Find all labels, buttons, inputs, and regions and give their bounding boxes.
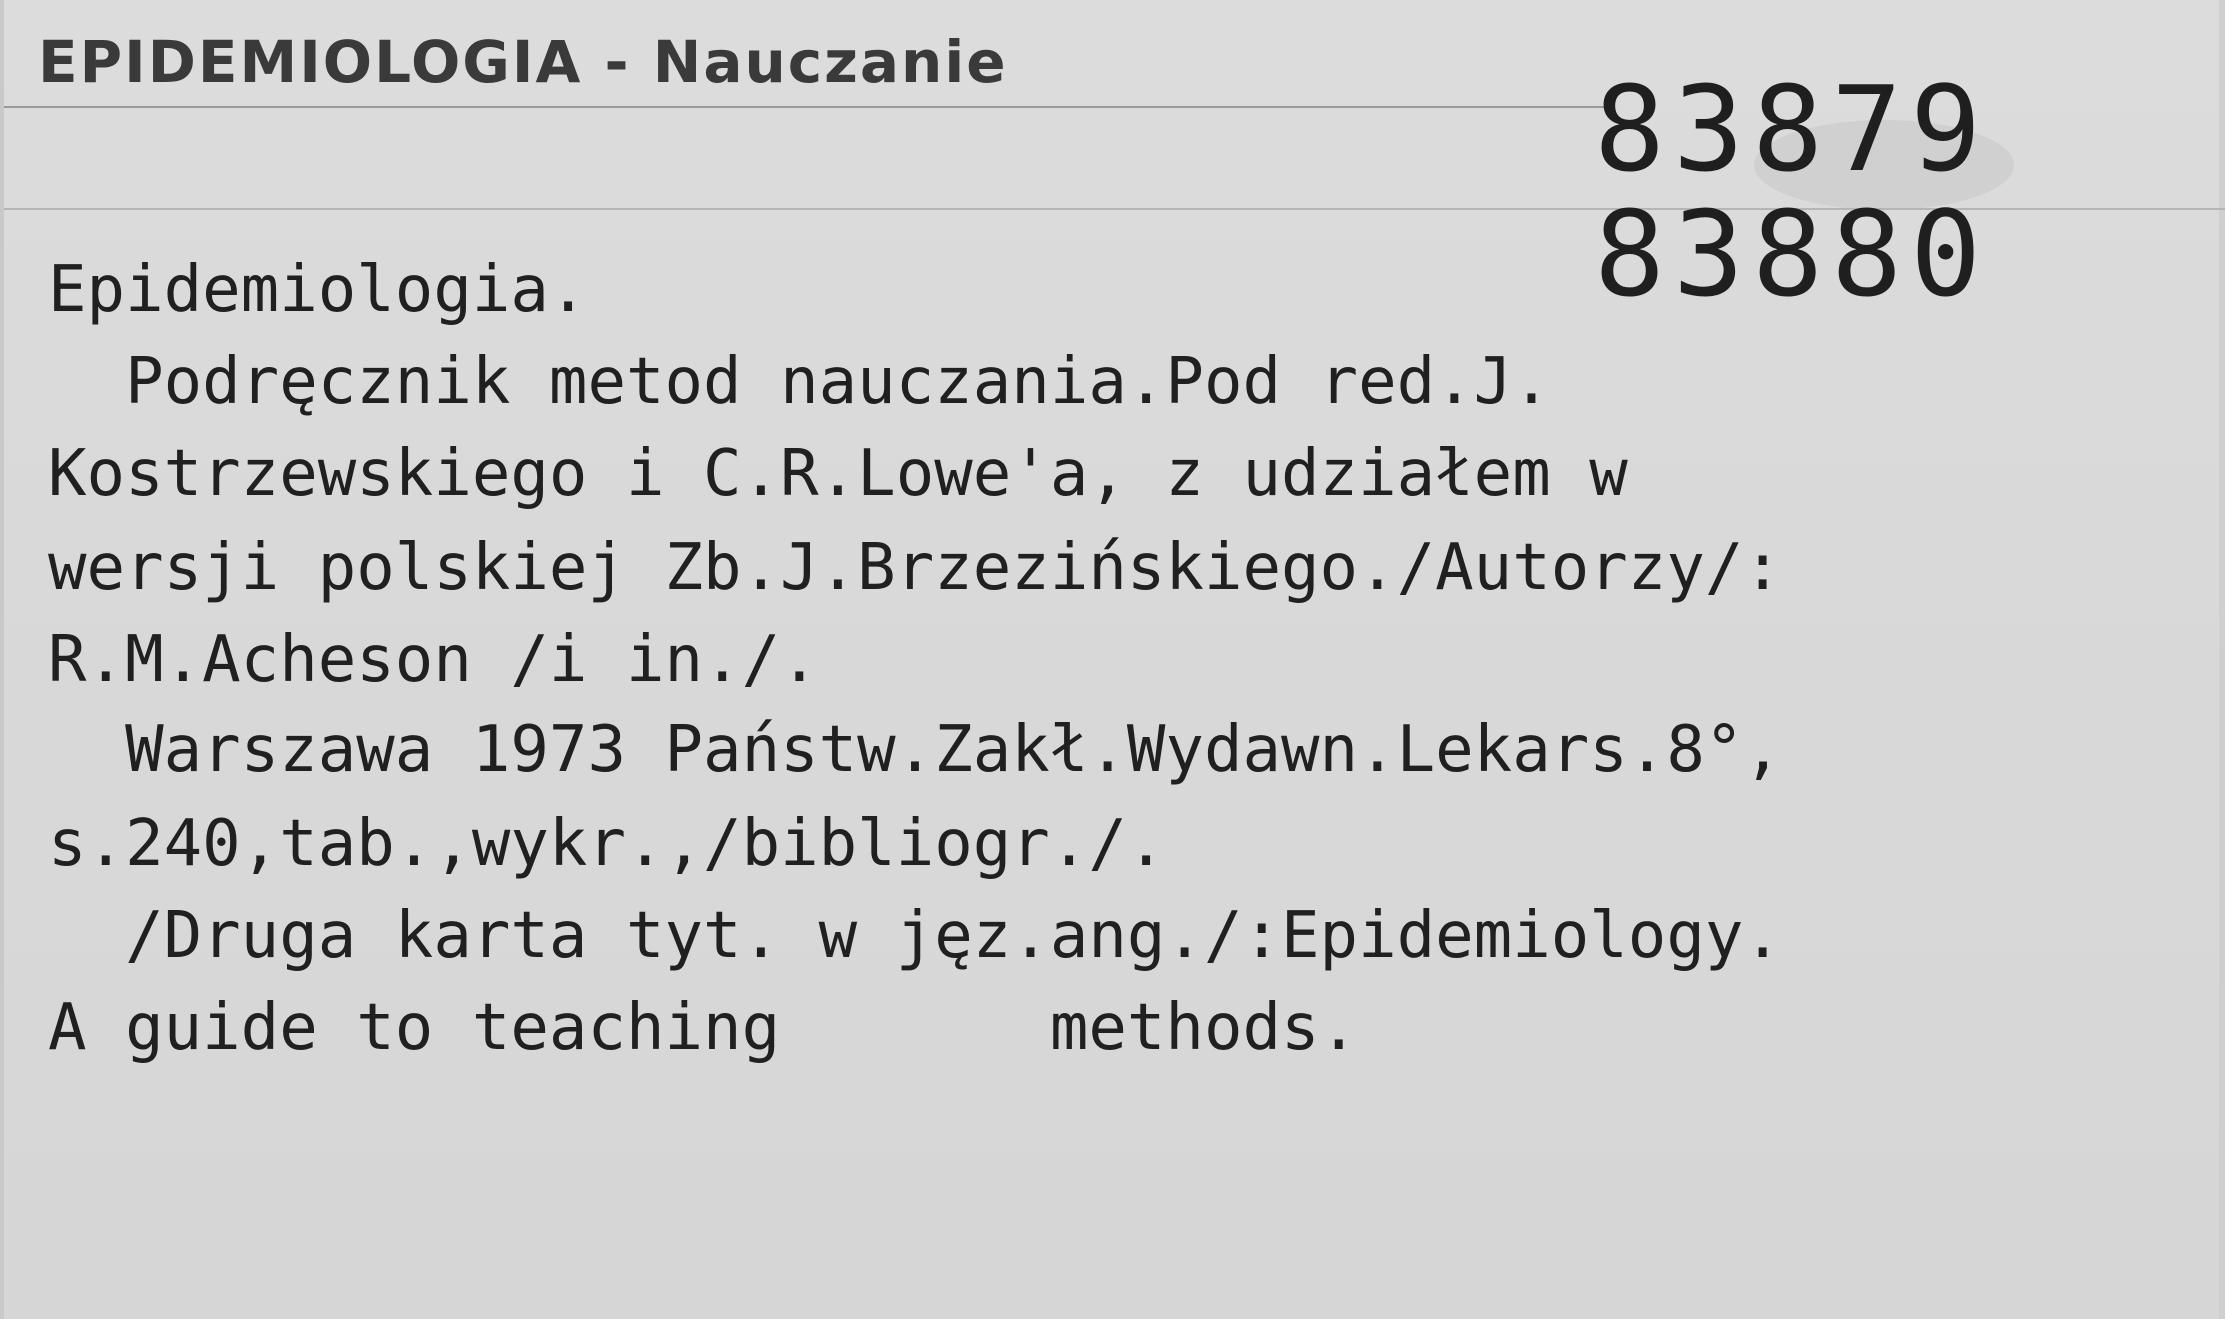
publication-line: Warszawa 1973 Państw.Zakł.Wydawn.Lekars.8°, [48, 713, 1782, 787]
entry-title: Epidemiologia. [48, 253, 588, 327]
note-line: A guide to teaching methods. [48, 991, 1359, 1065]
entry-line: Kostrzewskiego i C.R.Lowe'a, z udziałem w [48, 437, 1628, 511]
subject-heading: EPIDEMIOLOGIA - Nauczanie [38, 28, 1008, 96]
note-line: /Druga karta tyt. w jęz.ang./:Epidemiology. [48, 899, 1782, 973]
heading-underline [4, 106, 1614, 108]
entry-line: R.M.Acheson /i in./. [48, 623, 819, 697]
entry-line: Podręcznik metod nauczania.Pod red.J. [48, 345, 1551, 419]
pagination-line: s.240,tab.,wykr.,/bibliogr./. [48, 807, 1166, 881]
call-number-2: 83880 [1594, 185, 1990, 323]
call-number-1: 83879 [1594, 60, 1990, 198]
entry-line: wersji polskiej Zb.J.Brzezińskiego./Autorzy/: [48, 531, 1782, 605]
